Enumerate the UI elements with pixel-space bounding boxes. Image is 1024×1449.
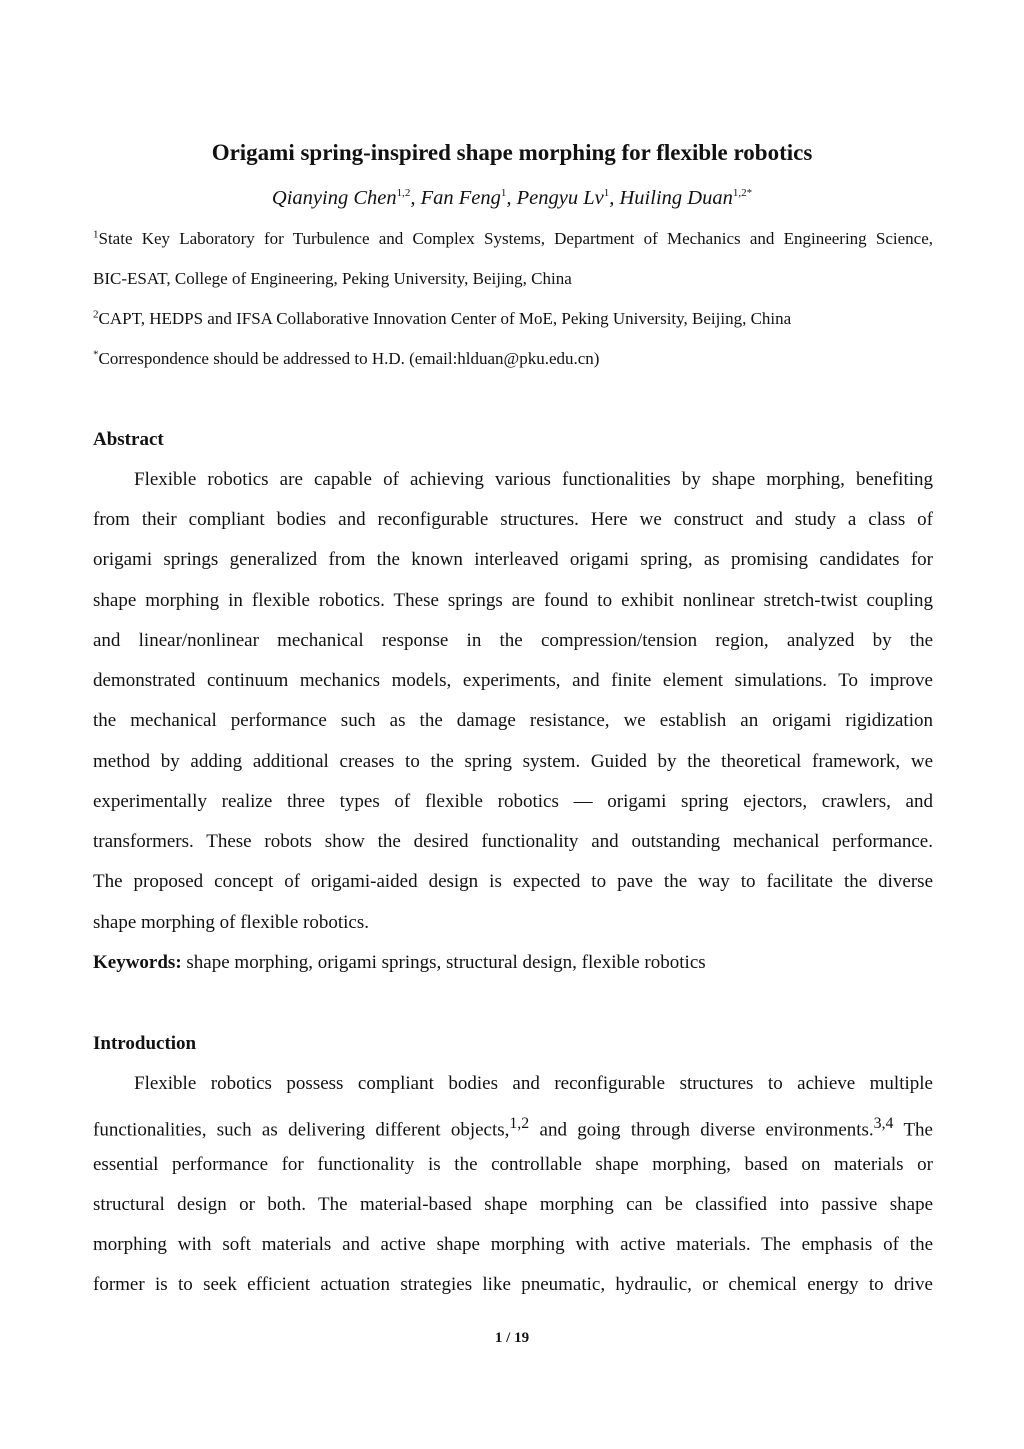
abstract-line: and linear/nonlinear mechanical response in the compression/tension region, analyzed by the xyxy=(93,630,933,651)
keywords-label: Keywords: xyxy=(93,952,182,973)
introduction-text: functionalities, such as delivering different objects, xyxy=(93,1119,510,1141)
correspondence-note xyxy=(93,348,933,370)
author-separator: , xyxy=(506,187,517,209)
author-affiliation-mark: 1 xyxy=(603,187,610,200)
abstract-line: demonstrated continuum mechanics models, experiments, and finite element simulations. To improve xyxy=(93,670,933,691)
introduction-line: morphing with soft materials and active shape morphing with active materials. The emphasis of the xyxy=(93,1234,933,1255)
abstract-line: shape morphing in flexible robotics. These springs are found to exhibit nonlinear stretch-twist coupling xyxy=(93,590,933,611)
introduction-text: and going through diverse environments. xyxy=(529,1119,874,1141)
author-separator: , xyxy=(609,187,620,209)
author-separator: , xyxy=(410,187,421,209)
introduction-text: The xyxy=(893,1119,933,1141)
affiliation-1-line-2: BIC-ESAT, College of Engineering, Peking University, Beijing, China xyxy=(93,269,572,288)
abstract-line: shape morphing of flexible robotics. xyxy=(93,912,369,933)
abstract-line: method by adding additional creases to the spring system. Guided by the theoretical framework, we xyxy=(93,751,933,772)
keywords xyxy=(93,951,933,975)
introduction-line: former is to seek efficient actuation strategies like pneumatic, hydraulic, or chemical energy to drive xyxy=(93,1274,933,1295)
introduction-line: essential performance for functionality is the controllable shape morphing, based on materials or xyxy=(93,1154,933,1175)
abstract-line: transformers. These robots show the desired functionality and outstanding mechanical performance. xyxy=(93,831,933,852)
author-affiliation-mark: 1,2 xyxy=(396,187,411,200)
abstract-line: The proposed concept of origami-aided design is expected to pave the way to facilitate the diverse xyxy=(93,871,933,892)
page-number: 1 / 19 xyxy=(494,1330,530,1346)
citation-mark: 1,2 xyxy=(509,1115,530,1132)
introduction-heading: Introduction xyxy=(93,1033,197,1054)
affiliation-1-line-1 xyxy=(93,228,933,250)
affiliation-text: CAPT, HEDPS and IFSA Collaborative Innovation Center of MoE, Peking University, Beijing, China xyxy=(98,309,792,328)
keywords-text: shape morphing, origami springs, structural design, flexible robotics xyxy=(181,952,706,973)
author-name: Qianying Chen xyxy=(271,187,397,209)
abstract-line: from their compliant bodies and reconfigurable structures. Here we construct and study a class of xyxy=(93,509,933,530)
introduction-line xyxy=(93,1112,933,1142)
abstract-heading: Abstract xyxy=(93,429,164,450)
author-affiliation-mark: 1,2* xyxy=(732,187,753,200)
author-affiliation-mark: 1 xyxy=(500,187,507,200)
affiliation-2 xyxy=(93,308,933,330)
correspondence-mark: * xyxy=(93,348,99,361)
abstract-line: the mechanical performance such as the damage resistance, we establish an origami rigidization xyxy=(93,710,933,731)
paper-title: Origami spring-inspired shape morphing for flexible robotics xyxy=(211,140,813,165)
author-name: Huiling Duan xyxy=(619,187,733,209)
affiliation-text: State Key Laboratory for Turbulence and Complex Systems, Department of Mechanics and Engineering Science, xyxy=(98,229,933,248)
abstract-line: origami springs generalized from the known interleaved origami spring, as promising candidates for xyxy=(93,549,933,570)
citation-mark: 3,4 xyxy=(873,1115,894,1132)
author-name: Fan Feng xyxy=(420,187,501,209)
author-list xyxy=(0,183,1024,213)
abstract-line: Flexible robotics are capable of achieving various functionalities by shape morphing, benefiting xyxy=(134,469,933,490)
affiliation-mark: 2 xyxy=(93,308,99,321)
correspondence-text: Correspondence should be addressed to H.D. (email:hlduan@pku.edu.cn) xyxy=(98,349,600,368)
abstract-line: experimentally realize three types of flexible robotics — origami spring ejectors, crawlers, and xyxy=(93,791,933,812)
author-name: Pengyu Lv xyxy=(516,187,604,209)
introduction-line: Flexible robotics possess compliant bodies and reconfigurable structures to achieve multiple xyxy=(134,1073,933,1094)
introduction-line: structural design or both. The material-based shape morphing can be classified into passive shape xyxy=(93,1194,933,1215)
affiliation-mark: 1 xyxy=(93,228,99,241)
